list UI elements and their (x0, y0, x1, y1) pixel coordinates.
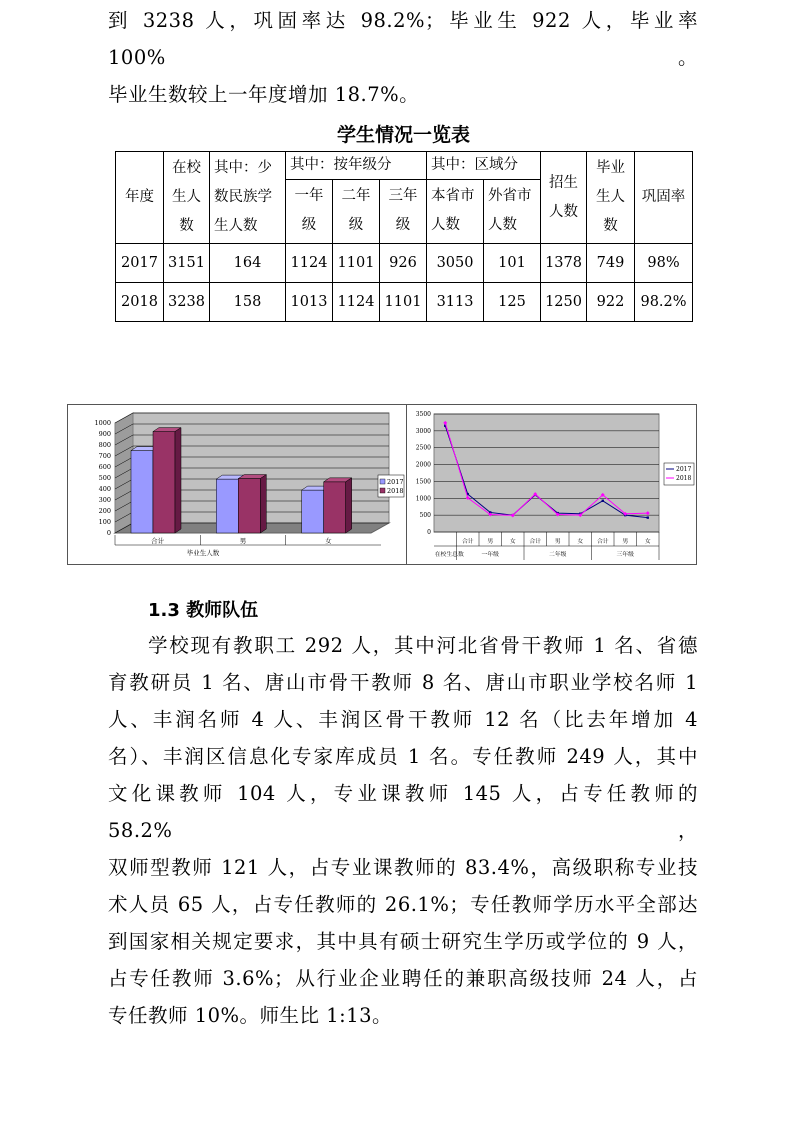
cell-admitted: 1250 (541, 283, 587, 322)
teacher-line: 文化课教师 104 人，专业课教师 145 人，占专任教师的 58.2%， (108, 782, 698, 842)
cell-grade2: 1101 (333, 244, 380, 283)
cell-graduates: 749 (587, 244, 635, 283)
intro-line-2: 毕业生数较上一年度增加 18.7%。 (108, 83, 420, 106)
cell-minority: 164 (210, 244, 286, 283)
y-tick-label: 700 (98, 452, 111, 460)
x-tick-label: 女 (644, 539, 651, 545)
bar-side-2018-1 (260, 475, 266, 533)
cell-grade1: 1013 (286, 283, 333, 322)
x-tick-label: 男 (239, 537, 247, 545)
bar-chart-svg (68, 405, 406, 564)
bar-2017-2 (302, 490, 324, 533)
legend-label: 2017 (676, 466, 692, 473)
cell-enrolled: 3151 (164, 244, 210, 283)
y-tick-label: 3500 (415, 411, 431, 418)
legend-label: 2017 (387, 478, 404, 486)
group-label: 一年级 (481, 552, 499, 558)
legend-label: 2018 (387, 487, 404, 495)
teacher-line: 到国家相关规定要求，其中具有硕士研究生学历或学位的 9 人， (108, 930, 698, 953)
teacher-line: 占专任教师 3.6%；从行业企业聘任的兼职高级技师 24 人，占 (108, 967, 698, 990)
bar-side-2018-2 (346, 478, 352, 533)
y-tick-label: 2500 (415, 444, 431, 452)
cell-grade2: 1124 (333, 283, 380, 322)
y-tick-label: 0 (106, 529, 111, 537)
y-tick-label: 500 (419, 512, 431, 520)
x-tick-label: 在校生总数 (434, 552, 464, 558)
table-row (116, 244, 693, 283)
teacher-line: 学校现有教职工 292 人，其中河北省骨干教师 1 名、省德 (148, 634, 698, 657)
y-tick-label: 800 (98, 441, 111, 449)
teacher-paragraph (108, 627, 698, 1034)
y-tick-label: 100 (98, 518, 111, 526)
x-tick-label: 合计 (596, 539, 609, 545)
x-tick-label: 男 (487, 539, 494, 545)
header-admitted: 招生人数 (541, 152, 587, 244)
header-grade2: 二年级 (333, 179, 380, 243)
header-minority: 其中：少数民族学生人数 (210, 152, 286, 244)
cell-year: 2018 (116, 283, 164, 322)
y-tick-label: 900 (98, 430, 111, 438)
bar-side-2018-0 (175, 428, 181, 533)
point-2017-9 (647, 516, 649, 518)
y-tick-label: 300 (98, 496, 111, 504)
enrollment-line-chart (406, 404, 697, 565)
cell-retention: 98% (635, 244, 693, 283)
table-title: 学生情况一览表 (336, 124, 470, 146)
table-row (116, 283, 693, 322)
student-table (115, 151, 693, 322)
cell-grade1: 1124 (286, 244, 333, 283)
y-tick-label: 500 (98, 474, 111, 482)
teacher-line: 专任教师 10%。师生比 1:13。 (108, 1004, 393, 1027)
legend-label: 2018 (676, 475, 692, 482)
group-label: 二年级 (549, 552, 567, 558)
group-label: 三年级 (616, 552, 634, 558)
category-title: 毕业生人数 (186, 549, 220, 557)
bar-2017-0 (131, 451, 153, 533)
header-grade3: 三年级 (380, 179, 427, 243)
x-tick-label: 男 (622, 539, 629, 545)
header-by-grade: 其中：按年级分 (286, 152, 427, 180)
header-local: 本省市人数 (427, 179, 484, 243)
header-by-region: 其中：区域分 (427, 152, 541, 180)
y-tick-label: 1000 (415, 495, 431, 503)
header-year: 年度 (116, 152, 164, 244)
x-tick-label: 合计 (151, 537, 165, 545)
x-tick-label: 女 (325, 537, 332, 545)
intro-paragraph (108, 2, 698, 113)
header-graduates: 毕业生人数 (587, 152, 635, 244)
x-tick-label: 女 (509, 539, 516, 545)
y-tick-label: 1000 (94, 419, 111, 427)
bar-2018-2 (324, 482, 346, 533)
bar-2018-1 (238, 479, 260, 533)
bar-2017-1 (216, 479, 238, 533)
y-tick-label: 3000 (415, 427, 431, 435)
x-tick-label: 合计 (461, 539, 474, 545)
cell-year: 2017 (116, 244, 164, 283)
teacher-line: 育教研员 1 名、唐山市骨干教师 8 名、唐山市职业学校名师 1 (108, 671, 698, 694)
point-2017-7 (602, 500, 604, 502)
y-tick-label: 0 (427, 529, 431, 536)
header-outside: 外省市人数 (484, 179, 541, 243)
y-tick-label: 2000 (415, 461, 431, 469)
x-tick-label: 女 (577, 539, 584, 545)
intro-line-1: 到 3238 人，巩固率达 98.2%；毕业生 922 人，毕业率 100%。 (108, 9, 698, 69)
cell-local: 3113 (427, 283, 484, 322)
cell-grade3: 1101 (380, 283, 427, 322)
x-tick-label: 合计 (529, 539, 542, 545)
cell-admitted: 1378 (541, 244, 587, 283)
teacher-line: 术人员 65 人，占专任教师的 26.1%；专任教师学历水平全部达 (108, 893, 698, 916)
cell-local: 3050 (427, 244, 484, 283)
legend-swatch (380, 479, 385, 484)
section-heading: 1.3 教师队伍 (148, 600, 259, 621)
legend-swatch (380, 488, 385, 493)
y-tick-label: 400 (98, 485, 111, 493)
cell-minority: 158 (210, 283, 286, 322)
header-grade1: 一年级 (286, 179, 333, 243)
cell-enrolled: 3238 (164, 283, 210, 322)
cell-grade3: 926 (380, 244, 427, 283)
teacher-line: 双师型教师 121 人，占专业课教师的 83.4%，高级职称专业技 (108, 856, 698, 879)
y-tick-label: 600 (98, 463, 111, 471)
header-enrolled: 在校生人数 (164, 152, 210, 244)
y-tick-label: 200 (98, 507, 111, 515)
cell-retention: 98.2% (635, 283, 693, 322)
graduates-bar-chart (67, 404, 407, 565)
teacher-line: 名）、丰润区信息化专家库成员 1 名。专任教师 249 人，其中 (108, 745, 698, 768)
line-chart-svg (407, 405, 696, 564)
cell-outside: 101 (484, 244, 541, 283)
x-tick-label: 男 (554, 539, 561, 545)
bar-2018-0 (153, 432, 175, 533)
cell-outside: 125 (484, 283, 541, 322)
teacher-line: 人、丰润名师 4 人、丰润区骨干教师 12 名（比去年增加 4 (108, 708, 698, 731)
y-tick-label: 1500 (415, 478, 431, 486)
cell-graduates: 922 (587, 283, 635, 322)
header-retention: 巩固率 (635, 152, 693, 244)
